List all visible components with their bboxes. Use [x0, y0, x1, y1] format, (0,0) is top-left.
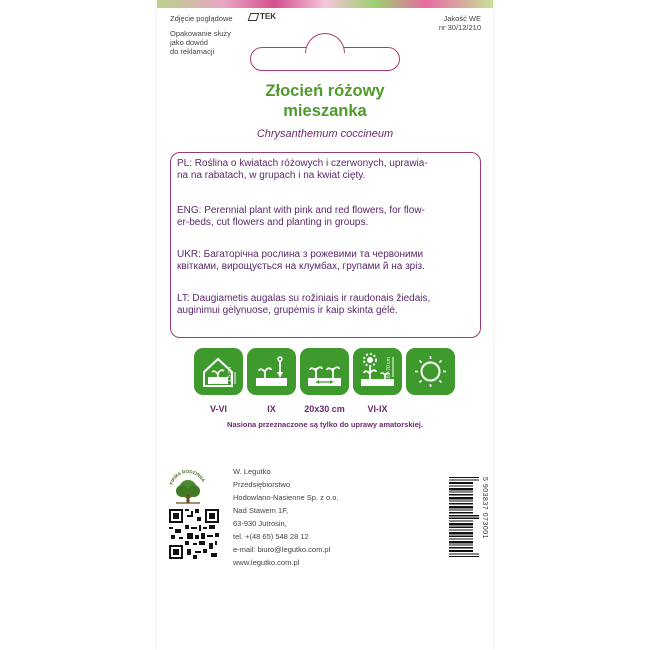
description-pl [177, 158, 477, 182]
company-line-3: Hodowlano-Nasienne Sp. z o.o. [233, 493, 339, 502]
company-email[interactable]: e-mail: biuro@legutko.com.pl [233, 545, 331, 554]
quality-mark [419, 14, 481, 32]
tek-label: TEK [260, 12, 276, 21]
description-lt-line-1: LT: Daugiametis augalas su rožiniais ir raudonais žiedais, [177, 293, 431, 304]
sowing-depth-label: 1,5 cm [227, 366, 233, 382]
description-eng [177, 205, 477, 229]
ean-barcode [449, 477, 479, 557]
spacing-icon [300, 348, 349, 395]
proof-line-3: do reklamacji [170, 47, 215, 56]
description-ukr [177, 249, 477, 273]
company-name: W. Legutko [233, 467, 271, 476]
proof-line-2: jako dowód [170, 38, 208, 47]
description-ukr-line-2: квітками, вирощується на клумбах, групами й на зріз. [177, 261, 425, 272]
planting-out-icon [247, 348, 296, 395]
company-phone: tel. +(48 65) 548 28 12 [233, 532, 309, 541]
company-street: Nad Stawem 1F, [233, 506, 289, 515]
quality-line-2: nr 30/12/210 [438, 23, 481, 32]
company-address [233, 465, 338, 569]
flowering-icon [353, 348, 402, 395]
description-pl-line-2: na na rabatach, w grupach i na kwiat cięty. [177, 170, 366, 181]
company-website[interactable]: www.legutko.com.pl [233, 558, 300, 567]
company-city: 63-930 Jutrosin, [233, 519, 287, 528]
planting-period-label: IX [267, 404, 276, 414]
description-lt [177, 293, 477, 317]
spacing-label: 20x30 cm [304, 404, 345, 414]
description-pl-line-1: PL: Roślina o kwiatach różowych i czerwonych, uprawia- [177, 158, 428, 169]
latin-name: Chrysanthemum coccineum [256, 128, 394, 140]
tek-brand [249, 12, 276, 21]
hanger-hole-top [305, 33, 345, 53]
seed-packet-back [157, 0, 493, 650]
product-name-line-2: mieszanka [283, 102, 367, 120]
description-eng-line-1: ENG: Perennial plant with pink and red flowers, for flow- [177, 205, 425, 216]
description-ukr-line-1: UKR: Багаторічна рослина з рожевими та червоними [177, 249, 424, 260]
quality-line-1: Jakość WE [443, 14, 481, 23]
photo-note: Zdjęcie poglądowe [170, 14, 233, 23]
description-eng-line-2: er-beds, cut flowers and planting in groups. [177, 217, 369, 228]
tek-logo-icon [248, 13, 260, 21]
proof-of-purchase-note [170, 29, 231, 56]
barcode-number: 5 903837 073001 [481, 477, 488, 539]
family-company-logo [167, 469, 209, 507]
plant-height-label: 60-70 cm [386, 357, 392, 378]
flowering-period-label: VI-IX [367, 404, 388, 414]
flower-photo-strip [157, 0, 493, 8]
sowing-period-label: V-VI [209, 404, 227, 414]
product-name-line-1: Złocień różowy [265, 82, 385, 100]
proof-line-1: Opakowanie służy [170, 29, 231, 38]
qr-code[interactable] [169, 509, 219, 559]
amateur-use-note: Nasiona przeznaczone są tylko do uprawy amatorskiej. [227, 420, 423, 429]
full-sun-icon [406, 348, 455, 395]
logo-arc-text: FIRMA RODZINNA [168, 469, 207, 486]
sowing-indoor-icon [194, 348, 243, 395]
description-lt-line-2: auginimui gėlynuose, grupėmis ir kaip skinta gėlė. [177, 305, 398, 316]
company-line-2: Przedsiębiorstwo [233, 480, 291, 489]
